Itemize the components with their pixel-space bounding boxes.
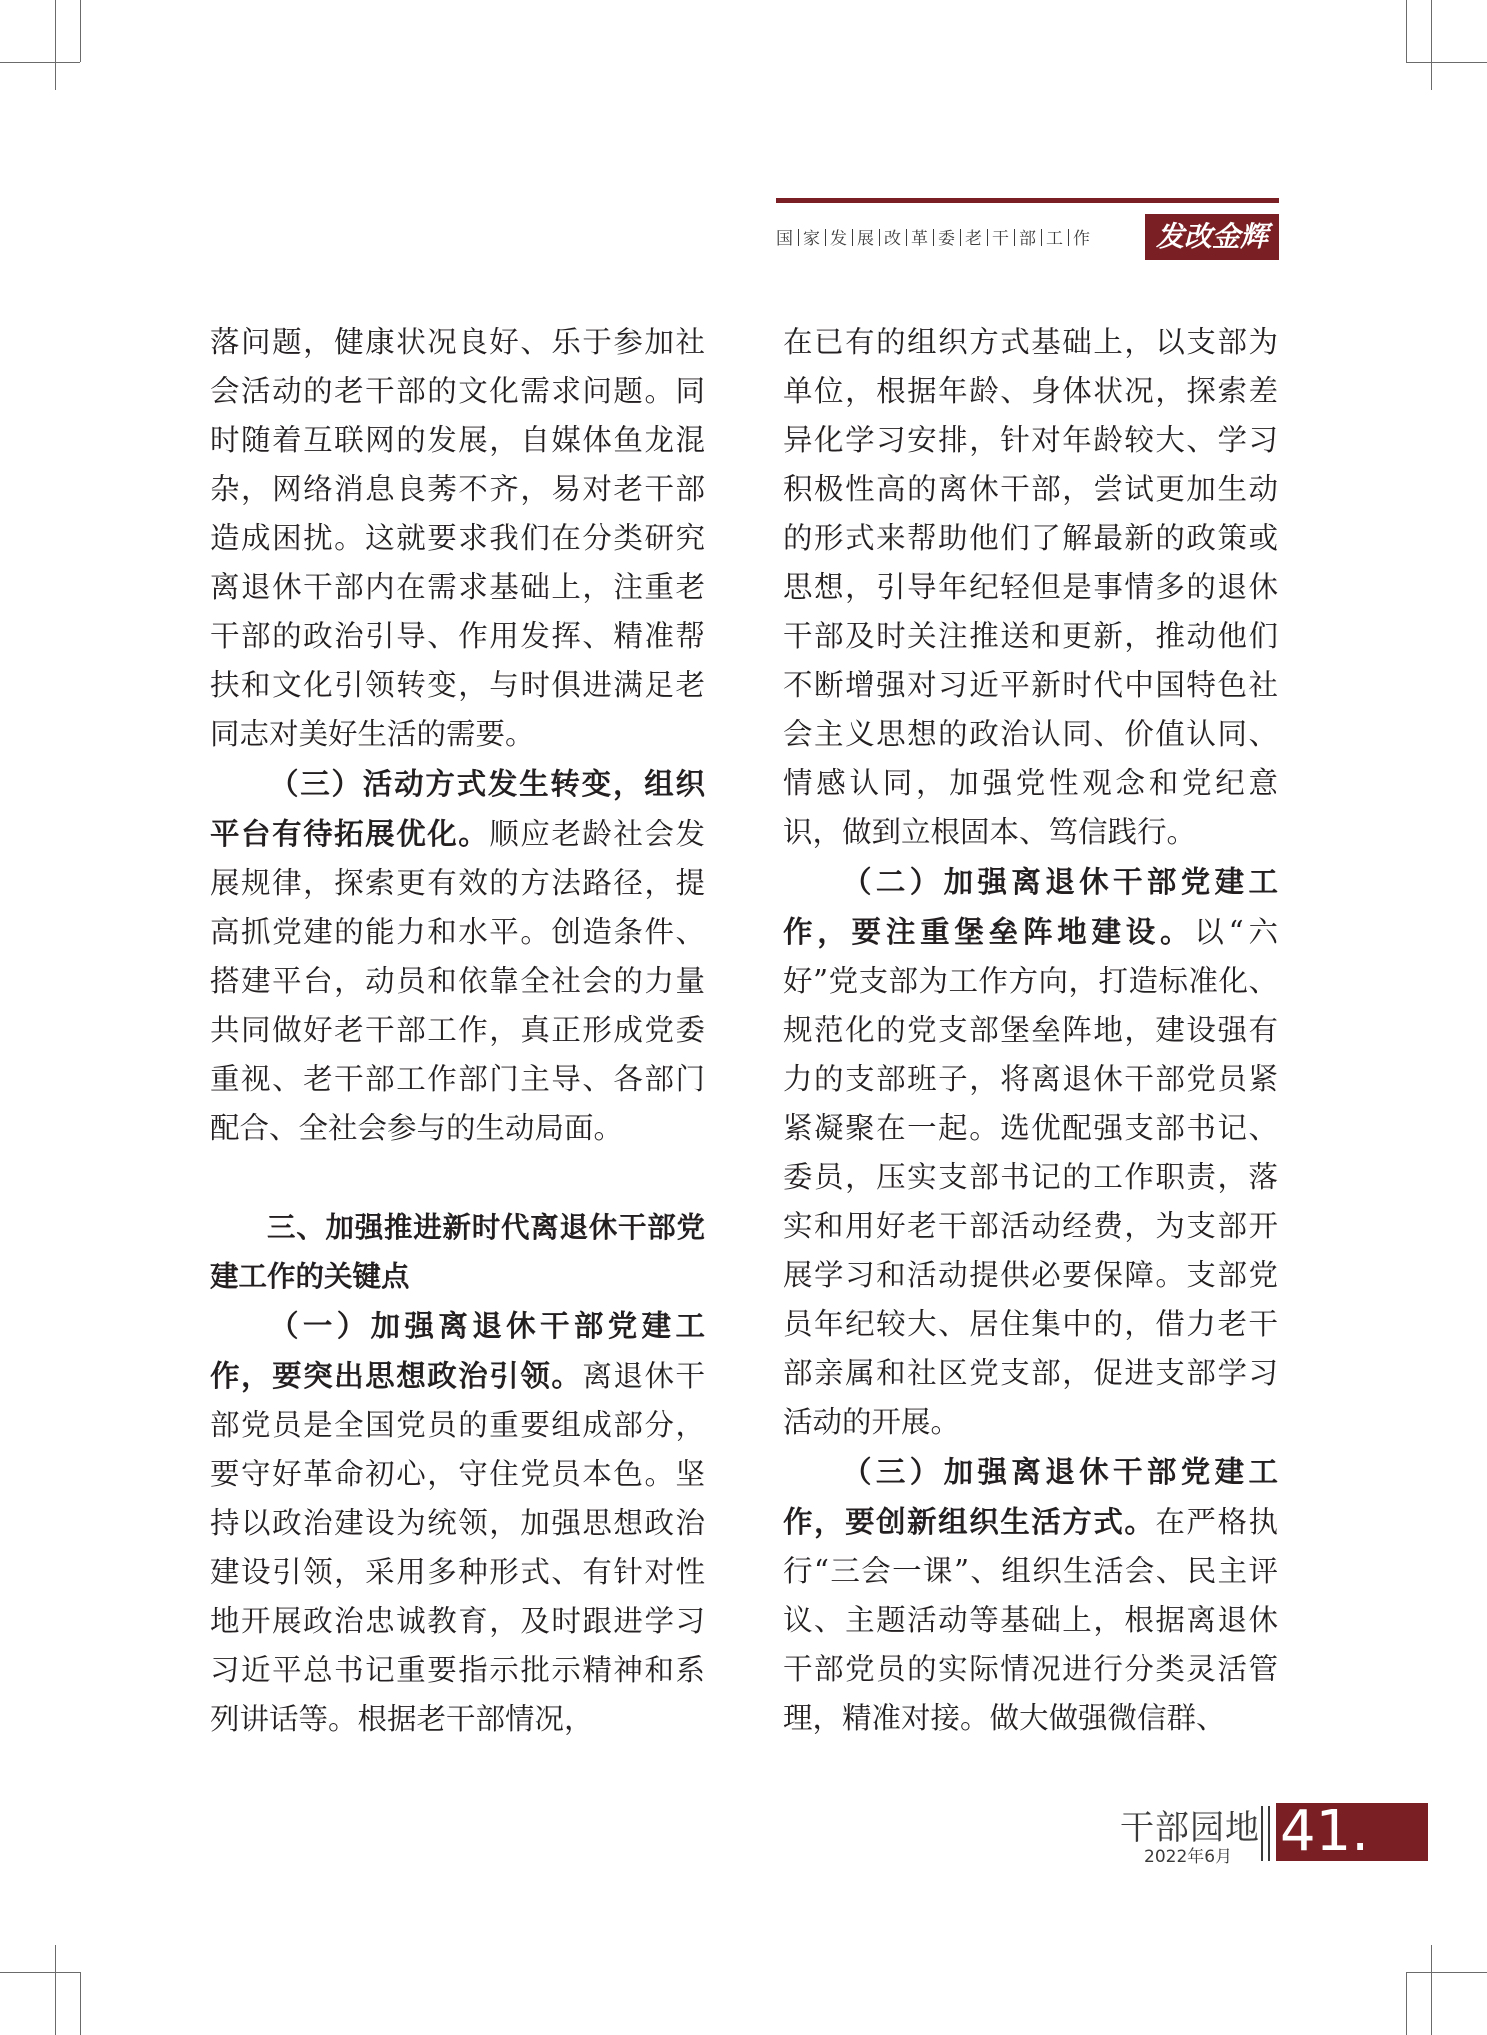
- crop-mark: [80, 0, 81, 62]
- header-org-char: 革: [911, 229, 929, 249]
- header-org-char: 家: [803, 229, 821, 249]
- column-badge: 发改金辉: [1145, 214, 1279, 260]
- paragraph: [783, 857, 1278, 1447]
- crop-mark: [0, 62, 80, 63]
- paragraph: 落问题，健康状况良好、乐于参加社会活动的老干部的文化需求问题。同时随着互联网的发展，自媒体鱼龙混杂，网络消息良莠不齐，易对老干部造成困扰。这就要求我们在分类研究离退休干部内在需求基础上，注重老干部的政治引导、作用发挥、精准帮扶和文化引领转变，与时俱进满足老同志对美好生活的需要。: [210, 325, 705, 751]
- header-org-char: 部: [1019, 229, 1037, 249]
- page-number: 41.: [1276, 1803, 1428, 1861]
- footer-section-title: 干部园地: [1120, 1808, 1260, 1848]
- paragraph: [783, 1447, 1278, 1743]
- paragraph-lead: （一）加强离退休干部党建工作，要突出思想政治引领。: [210, 1308, 705, 1393]
- paragraph: 在已有的组织方式基础上，以支部为单位，根据年龄、身体状况，探索差异化学习安排，针对年龄较大、学习积极性高的离休干部，尝试更加生动的形式来帮助他们了解最新的政策或思想，引导年纪轻但是事情多的退休干部及时关注推送和更新，推动他们不断增强对习近平新时代中国特色社会主义思想的政治认同、价值认同、情感认同，加强党性观念和党纪意识，做到立根固本、笃信践行。: [783, 325, 1278, 849]
- crop-mark: [1431, 0, 1432, 90]
- header-org-char: 改: [884, 229, 902, 249]
- paragraph-lead: （三）活动方式发生转变，组织平台有待拓展优化。: [210, 766, 705, 851]
- crop-mark: [1406, 62, 1487, 63]
- paragraph: [210, 1301, 705, 1744]
- header-org-name: [776, 224, 1091, 249]
- crop-mark: [55, 0, 56, 90]
- crop-mark: [1431, 1945, 1432, 2035]
- paragraph: [210, 759, 705, 1153]
- crop-mark: [1406, 0, 1407, 62]
- header-org-char: 发: [830, 229, 848, 249]
- header-org-char: 委: [938, 229, 956, 249]
- paragraph-body: 顺应老龄社会发展规律，探索更有效的方法路径，提高抓党建的能力和水平。创造条件、搭建平台，动员和依靠全社会的力量共同做好老干部工作，真正形成党委重视、老干部工作部门主导、各部门配合、全社会参与的生动局面。: [210, 817, 705, 1145]
- footer-divider: [1268, 1806, 1270, 1861]
- paragraph-body: 离退休干部党员是全国党员的重要组成部分，要守好革命初心，守住党员本色。坚持以政治建设为统领，加强思想政治建设引领，采用多种形式、有针对性地开展政治忠诚教育，及时跟进学习习近平总书记重要指示批示精神和系列讲话等。根据老干部情况，: [210, 1359, 705, 1736]
- paragraph-body: 在严格执行“三会一课”、组织生活会、民主评议、主题活动等基础上，根据离退休干部党员的实际情况进行分类灵活管理，精准对接。做大做强微信群、: [783, 1505, 1278, 1735]
- crop-mark: [55, 1945, 56, 2035]
- paragraph-lead: （三）加强离退休干部党建工作，要创新组织生活方式。: [783, 1454, 1278, 1539]
- left-column: [210, 318, 705, 1744]
- footer-divider: [1261, 1806, 1263, 1861]
- paragraph-lead: （二）加强离退休干部党建工作，要注重堡垒阵地建设。: [783, 864, 1278, 949]
- header-org-char: 干: [992, 229, 1010, 249]
- crop-mark: [1406, 1972, 1487, 1973]
- header-org-char: 展: [857, 229, 875, 249]
- header-org-char: 老: [965, 229, 983, 249]
- paragraph-body: 以“六好”党支部为工作方向，打造标准化、规范化的党支部堡垒阵地，建设强有力的支部班子，将离退休干部党员紧紧凝聚在一起。选优配强支部书记、委员，压实支部书记的工作职责，落实和用好老干部活动经费，为支部开展学习和活动提供必要保障。支部党员年纪较大、居住集中的，借力老干部亲属和社区党支部，促进支部学习活动的开展。: [783, 915, 1278, 1439]
- header-org-char: 作: [1073, 229, 1091, 249]
- section-heading: 三、加强推进新时代离退休干部党建工作的关键点: [210, 1211, 705, 1293]
- crop-mark: [0, 1972, 80, 1973]
- crop-mark: [1406, 1972, 1407, 2035]
- footer-date: 2022年6月: [1144, 1847, 1233, 1867]
- right-column: [783, 318, 1278, 1743]
- crop-mark: [80, 1972, 81, 2035]
- running-header: [776, 214, 1279, 262]
- header-org-char: 国: [776, 229, 794, 249]
- header-rule: [776, 198, 1279, 203]
- header-org-char: 工: [1046, 229, 1064, 249]
